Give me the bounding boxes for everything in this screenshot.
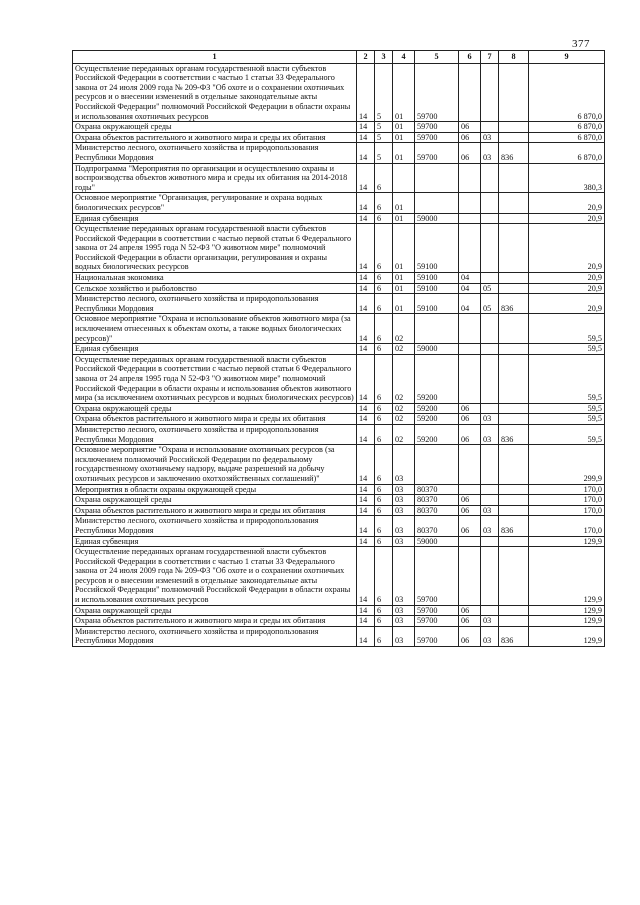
header-row (73, 51, 605, 64)
cell-subsection (481, 403, 499, 414)
cell-target-code: 80370 (415, 484, 459, 495)
cell-subprogram: 6 (375, 294, 393, 314)
table-row (73, 403, 605, 414)
cell-amount: 59,5 (529, 354, 605, 403)
cell-code-14: 14 (357, 163, 375, 193)
cell-description: Единая субвенция (73, 536, 357, 547)
cell-code-14: 14 (357, 424, 375, 444)
cell-amount: 20,9 (529, 283, 605, 294)
cell-measure (393, 163, 415, 193)
table-row (73, 495, 605, 506)
cell-description: Охрана окружающей среды (73, 495, 357, 506)
header-cell-6: 6 (459, 51, 481, 64)
cell-section (459, 314, 481, 344)
cell-subprogram: 5 (375, 63, 393, 122)
cell-measure: 03 (393, 547, 415, 606)
table-row (73, 143, 605, 163)
cell-agency (499, 403, 529, 414)
cell-subsection (481, 536, 499, 547)
cell-amount: 20,9 (529, 213, 605, 224)
cell-description: Мероприятия в области охраны окружающей среды (73, 484, 357, 495)
cell-measure: 03 (393, 616, 415, 627)
cell-subsection (481, 163, 499, 193)
cell-subprogram: 6 (375, 547, 393, 606)
cell-agency (499, 314, 529, 344)
cell-agency (499, 445, 529, 484)
cell-subprogram: 6 (375, 626, 393, 646)
table-row (73, 516, 605, 536)
cell-subprogram: 6 (375, 605, 393, 616)
cell-agency (499, 193, 529, 213)
table-row (73, 344, 605, 355)
cell-target-code: 59100 (415, 224, 459, 273)
cell-section (459, 163, 481, 193)
cell-description: Основное мероприятие "Организация, регулирование и охрана водных биологических ресурсов" (73, 193, 357, 213)
cell-code-14: 14 (357, 344, 375, 355)
cell-target-code: 59100 (415, 294, 459, 314)
cell-code-14: 14 (357, 547, 375, 606)
cell-amount: 59,5 (529, 403, 605, 414)
cell-amount: 129,9 (529, 605, 605, 616)
cell-amount: 129,9 (529, 536, 605, 547)
cell-description: Подпрограмма "Мероприятия по организации и осуществлению охраны и воспроизводства объектов животного мира и среды их обитания на 2014-2018 годы" (73, 163, 357, 193)
cell-code-14: 14 (357, 193, 375, 213)
cell-description: Охрана объектов растительного и животного мира и среды их обитания (73, 505, 357, 516)
cell-code-14: 14 (357, 224, 375, 273)
cell-section: 06 (459, 132, 481, 143)
cell-measure: 01 (393, 213, 415, 224)
cell-amount: 6 870,0 (529, 132, 605, 143)
cell-subprogram: 6 (375, 283, 393, 294)
cell-description: Национальная экономика (73, 273, 357, 284)
cell-description: Осуществление переданных органам государственной власти субъектов Российской Федерации в соответствии с частью 1 статьи 33 Федерального закона от 24 июля 2009 года № 209-ФЗ "Об охоте и о сохранении охотничьих ресурсов и о внесении изменений в отдельные законодательные акты Российской Федерации" полномочий Российской Федерации в области охраны и использования охотничьих ресурсов (73, 63, 357, 122)
cell-subprogram: 6 (375, 505, 393, 516)
cell-subprogram: 6 (375, 536, 393, 547)
header-cell-9: 9 (529, 51, 605, 64)
cell-amount: 6 870,0 (529, 63, 605, 122)
header-cell-7: 7 (481, 51, 499, 64)
table-row (73, 424, 605, 444)
cell-amount: 299,9 (529, 445, 605, 484)
cell-subprogram: 5 (375, 132, 393, 143)
table-row (73, 616, 605, 627)
cell-amount: 170,0 (529, 516, 605, 536)
cell-section: 06 (459, 616, 481, 627)
cell-target-code: 59700 (415, 547, 459, 606)
cell-description: Единая субвенция (73, 213, 357, 224)
cell-measure: 02 (393, 314, 415, 344)
table-row (73, 414, 605, 425)
cell-agency (499, 495, 529, 506)
cell-measure: 03 (393, 626, 415, 646)
cell-agency: 836 (499, 626, 529, 646)
cell-code-14: 14 (357, 616, 375, 627)
cell-target-code: 59000 (415, 344, 459, 355)
cell-subsection (481, 193, 499, 213)
cell-subsection (481, 344, 499, 355)
cell-subprogram: 6 (375, 445, 393, 484)
table-row (73, 273, 605, 284)
table-row (73, 484, 605, 495)
table-row (73, 626, 605, 646)
cell-code-14: 14 (357, 63, 375, 122)
cell-measure: 01 (393, 273, 415, 284)
table-row (73, 163, 605, 193)
cell-agency (499, 132, 529, 143)
cell-target-code: 59700 (415, 605, 459, 616)
cell-description: Охрана объектов растительного и животного мира и среды их обитания (73, 414, 357, 425)
cell-agency: 836 (499, 294, 529, 314)
cell-section: 06 (459, 516, 481, 536)
cell-measure: 02 (393, 354, 415, 403)
cell-code-14: 14 (357, 516, 375, 536)
table-row (73, 132, 605, 143)
table-row (73, 193, 605, 213)
cell-measure: 02 (393, 414, 415, 425)
cell-measure: 03 (393, 605, 415, 616)
cell-subsection (481, 495, 499, 506)
cell-subprogram: 6 (375, 424, 393, 444)
cell-amount: 59,5 (529, 344, 605, 355)
table-row (73, 224, 605, 273)
cell-description: Министерство лесного, охотничьего хозяйства и природопользования Республики Мордовия (73, 424, 357, 444)
cell-description: Охрана окружающей среды (73, 605, 357, 616)
cell-code-14: 14 (357, 605, 375, 616)
cell-section: 06 (459, 403, 481, 414)
cell-subsection (481, 484, 499, 495)
header-cell-8: 8 (499, 51, 529, 64)
cell-target-code: 59700 (415, 626, 459, 646)
cell-subprogram: 6 (375, 193, 393, 213)
cell-target-code: 59700 (415, 63, 459, 122)
cell-description: Министерство лесного, охотничьего хозяйства и природопользования Республики Мордовия (73, 294, 357, 314)
cell-subprogram: 6 (375, 616, 393, 627)
header-cell-1: 1 (73, 51, 357, 64)
cell-section (459, 547, 481, 606)
cell-code-14: 14 (357, 132, 375, 143)
cell-description: Осуществление переданных органам государственной власти субъектов Российской Федерации в соответствии с частью первой статьи 6 Федерального закона от 24 апреля 1995 года N 52-ФЗ "О животном мире" полномочий Российской Федерации в области охраны и использования объектов животного мира (за исключением охотничьих ресурсов и водных биологических ресурсов) (73, 354, 357, 403)
cell-measure: 02 (393, 424, 415, 444)
cell-amount: 20,9 (529, 294, 605, 314)
cell-description: Основное мероприятие "Охрана и использование охотничьих ресурсов (за исключением полномочий Российской Федерации по федеральному государственному охотничьему надзору, выдаче разрешений на добычу охотничьих ресурсов и заключению охотхозяйственных соглашений)" (73, 445, 357, 484)
cell-subprogram: 5 (375, 122, 393, 133)
cell-measure: 01 (393, 63, 415, 122)
cell-agency (499, 344, 529, 355)
cell-measure: 03 (393, 495, 415, 506)
cell-target-code: 59200 (415, 424, 459, 444)
cell-amount: 20,9 (529, 224, 605, 273)
header-cell-5: 5 (415, 51, 459, 64)
cell-target-code: 59700 (415, 616, 459, 627)
cell-description: Охрана окружающей среды (73, 122, 357, 133)
cell-agency: 836 (499, 143, 529, 163)
cell-subprogram: 6 (375, 224, 393, 273)
cell-amount: 170,0 (529, 495, 605, 506)
cell-code-14: 14 (357, 122, 375, 133)
cell-amount: 59,5 (529, 314, 605, 344)
cell-amount: 6 870,0 (529, 143, 605, 163)
cell-description: Министерство лесного, охотничьего хозяйства и природопользования Республики Мордовия (73, 143, 357, 163)
cell-description: Охрана объектов растительного и животного мира и среды их обитания (73, 132, 357, 143)
page-number: 377 (572, 38, 590, 50)
cell-subsection: 05 (481, 294, 499, 314)
cell-section (459, 344, 481, 355)
table-row (73, 213, 605, 224)
cell-subsection (481, 273, 499, 284)
cell-section: 06 (459, 495, 481, 506)
cell-subprogram: 6 (375, 163, 393, 193)
table-row (73, 505, 605, 516)
budget-table (72, 50, 605, 647)
cell-code-14: 14 (357, 445, 375, 484)
cell-subsection (481, 213, 499, 224)
cell-agency (499, 354, 529, 403)
cell-target-code (415, 193, 459, 213)
cell-agency (499, 283, 529, 294)
cell-measure: 01 (393, 193, 415, 213)
cell-section: 04 (459, 294, 481, 314)
cell-code-14: 14 (357, 354, 375, 403)
cell-description: Охрана окружающей среды (73, 403, 357, 414)
cell-target-code: 80370 (415, 495, 459, 506)
cell-section: 04 (459, 283, 481, 294)
cell-target-code: 59700 (415, 132, 459, 143)
cell-measure: 03 (393, 484, 415, 495)
cell-amount: 129,9 (529, 626, 605, 646)
cell-description: Осуществление переданных органам государственной власти субъектов Российской Федерации в соответствии с частью первой статьи 6 Федерального закона от 24 апреля 1995 года N 52-ФЗ "О животном мире" полномочий Российской Федерации в области организации, регулирования и охраны водных биологических ресурсов (73, 224, 357, 273)
cell-agency: 836 (499, 424, 529, 444)
cell-code-14: 14 (357, 484, 375, 495)
cell-agency (499, 505, 529, 516)
cell-measure: 01 (393, 132, 415, 143)
cell-description: Осуществление переданных органам государственной власти субъектов Российской Федерации в соответствии с частью 1 статьи 33 Федерального закона от 24 июля 2009 года № 209-ФЗ "Об охоте и о сохранении охотничьих ресурсов и о внесении изменений в отдельные законодательные акты Российской Федерации" полномочий Российской Федерации в области охраны и использования охотничьих ресурсов (73, 547, 357, 606)
cell-amount: 170,0 (529, 505, 605, 516)
cell-agency (499, 224, 529, 273)
cell-amount: 170,0 (529, 484, 605, 495)
cell-description: Охрана объектов растительного и животного мира и среды их обитания (73, 616, 357, 627)
cell-measure: 01 (393, 122, 415, 133)
cell-subprogram: 6 (375, 516, 393, 536)
cell-agency (499, 122, 529, 133)
cell-subprogram: 6 (375, 403, 393, 414)
table-row (73, 283, 605, 294)
cell-section (459, 193, 481, 213)
cell-code-14: 14 (357, 626, 375, 646)
cell-section (459, 213, 481, 224)
cell-code-14: 14 (357, 505, 375, 516)
cell-subprogram: 5 (375, 143, 393, 163)
cell-amount: 20,9 (529, 193, 605, 213)
cell-section (459, 484, 481, 495)
cell-subsection (481, 63, 499, 122)
cell-code-14: 14 (357, 414, 375, 425)
cell-subsection: 03 (481, 143, 499, 163)
table-body (73, 63, 605, 646)
cell-agency (499, 213, 529, 224)
cell-target-code: 59100 (415, 283, 459, 294)
cell-section: 04 (459, 273, 481, 284)
cell-subsection: 03 (481, 414, 499, 425)
cell-code-14: 14 (357, 283, 375, 294)
cell-agency (499, 536, 529, 547)
table-row (73, 605, 605, 616)
cell-subprogram: 6 (375, 495, 393, 506)
cell-agency (499, 414, 529, 425)
cell-agency: 836 (499, 516, 529, 536)
cell-section: 06 (459, 414, 481, 425)
cell-agency (499, 163, 529, 193)
cell-target-code: 80370 (415, 505, 459, 516)
cell-target-code (415, 445, 459, 484)
cell-subprogram: 6 (375, 213, 393, 224)
cell-target-code: 59700 (415, 122, 459, 133)
cell-amount: 129,9 (529, 616, 605, 627)
cell-subprogram: 6 (375, 273, 393, 284)
cell-section (459, 354, 481, 403)
cell-section: 06 (459, 605, 481, 616)
cell-target-code: 59200 (415, 354, 459, 403)
cell-code-14: 14 (357, 314, 375, 344)
cell-code-14: 14 (357, 495, 375, 506)
cell-section (459, 63, 481, 122)
cell-subsection (481, 445, 499, 484)
cell-measure: 01 (393, 224, 415, 273)
cell-amount: 380,3 (529, 163, 605, 193)
cell-section (459, 536, 481, 547)
cell-subsection: 05 (481, 283, 499, 294)
cell-subsection (481, 547, 499, 606)
cell-section (459, 224, 481, 273)
table-header (73, 51, 605, 64)
cell-measure: 01 (393, 283, 415, 294)
table-row (73, 314, 605, 344)
cell-subprogram: 6 (375, 344, 393, 355)
table-row (73, 536, 605, 547)
cell-section: 06 (459, 626, 481, 646)
cell-amount: 59,5 (529, 424, 605, 444)
cell-agency (499, 63, 529, 122)
cell-section: 06 (459, 122, 481, 133)
header-cell-2: 2 (357, 51, 375, 64)
cell-agency (499, 605, 529, 616)
cell-target-code: 80370 (415, 516, 459, 536)
cell-subsection (481, 314, 499, 344)
cell-target-code: 59200 (415, 414, 459, 425)
cell-subsection (481, 605, 499, 616)
cell-measure: 03 (393, 516, 415, 536)
cell-section: 06 (459, 505, 481, 516)
cell-agency (499, 547, 529, 606)
cell-amount: 59,5 (529, 414, 605, 425)
cell-agency (499, 273, 529, 284)
cell-section: 06 (459, 424, 481, 444)
table-row (73, 445, 605, 484)
cell-subsection: 03 (481, 516, 499, 536)
cell-measure: 03 (393, 536, 415, 547)
cell-description: Единая субвенция (73, 344, 357, 355)
cell-subprogram: 6 (375, 484, 393, 495)
cell-target-code (415, 163, 459, 193)
cell-description: Основное мероприятие "Охрана и использование объектов животного мира (за исключением отнесенных к объектам охоты, а также водных биологических ресурсов)" (73, 314, 357, 344)
cell-subsection (481, 354, 499, 403)
cell-measure: 02 (393, 403, 415, 414)
header-cell-4: 4 (393, 51, 415, 64)
table-row (73, 63, 605, 122)
cell-measure: 02 (393, 344, 415, 355)
cell-measure: 03 (393, 445, 415, 484)
cell-subprogram: 6 (375, 314, 393, 344)
cell-description: Министерство лесного, охотничьего хозяйства и природопользования Республики Мордовия (73, 626, 357, 646)
cell-code-14: 14 (357, 213, 375, 224)
cell-subprogram: 6 (375, 354, 393, 403)
cell-amount: 6 870,0 (529, 122, 605, 133)
cell-description: Сельское хозяйство и рыболовство (73, 283, 357, 294)
cell-description: Министерство лесного, охотничьего хозяйства и природопользования Республики Мордовия (73, 516, 357, 536)
cell-target-code: 59200 (415, 403, 459, 414)
cell-target-code: 59000 (415, 536, 459, 547)
cell-subsection (481, 122, 499, 133)
cell-code-14: 14 (357, 273, 375, 284)
cell-subsection: 03 (481, 626, 499, 646)
cell-target-code: 59100 (415, 273, 459, 284)
cell-section (459, 445, 481, 484)
cell-subsection: 03 (481, 424, 499, 444)
cell-measure: 01 (393, 294, 415, 314)
cell-subsection: 03 (481, 505, 499, 516)
table-row (73, 122, 605, 133)
cell-measure: 01 (393, 143, 415, 163)
cell-amount: 129,9 (529, 547, 605, 606)
header-cell-3: 3 (375, 51, 393, 64)
table-row (73, 294, 605, 314)
cell-section: 06 (459, 143, 481, 163)
cell-subsection (481, 224, 499, 273)
cell-target-code: 59700 (415, 143, 459, 163)
cell-code-14: 14 (357, 294, 375, 314)
table-row (73, 547, 605, 606)
cell-code-14: 14 (357, 143, 375, 163)
cell-measure: 03 (393, 505, 415, 516)
cell-subprogram: 6 (375, 414, 393, 425)
cell-agency (499, 616, 529, 627)
cell-code-14: 14 (357, 536, 375, 547)
table-row (73, 354, 605, 403)
cell-target-code: 59000 (415, 213, 459, 224)
cell-amount: 20,9 (529, 273, 605, 284)
cell-code-14: 14 (357, 403, 375, 414)
cell-agency (499, 484, 529, 495)
cell-subsection: 03 (481, 616, 499, 627)
cell-target-code (415, 314, 459, 344)
cell-subsection: 03 (481, 132, 499, 143)
